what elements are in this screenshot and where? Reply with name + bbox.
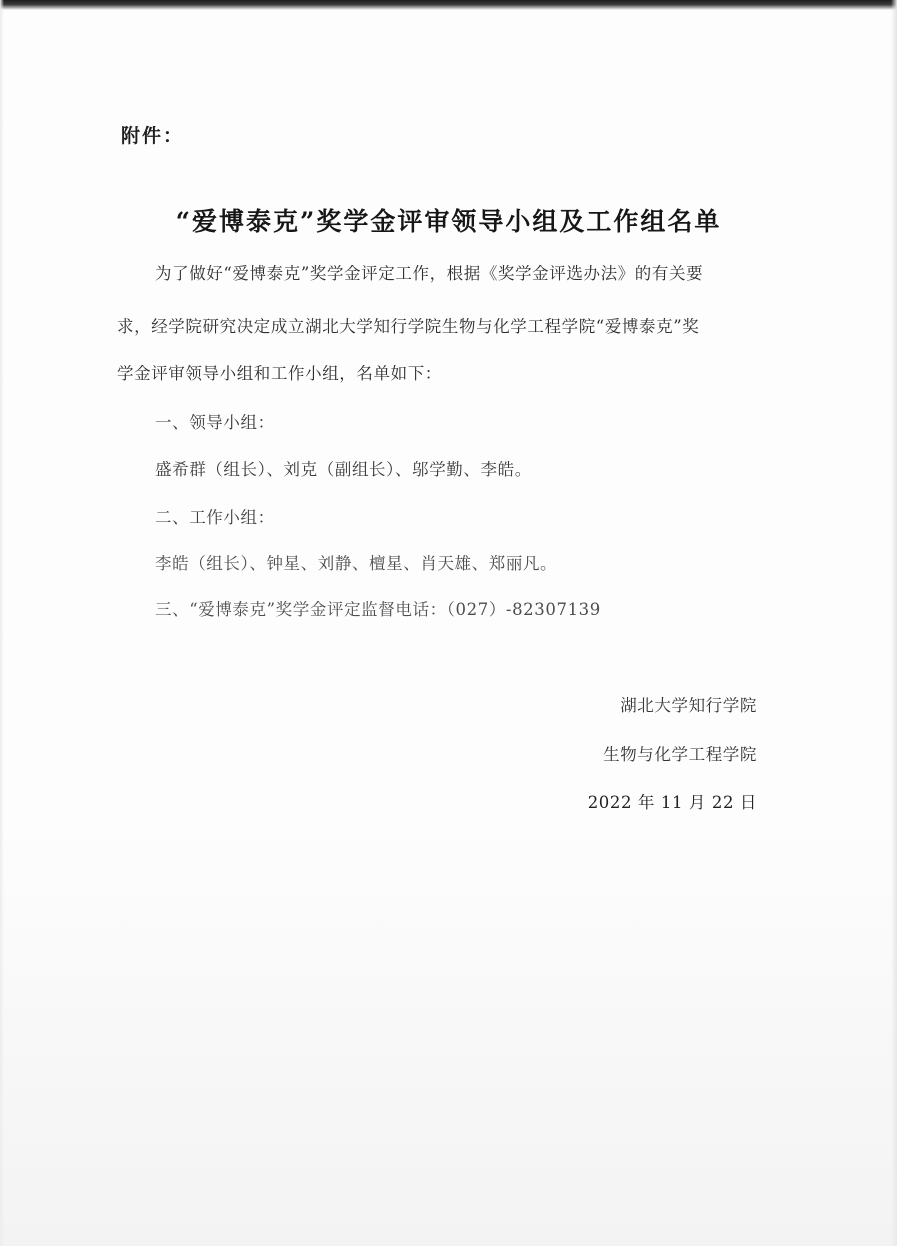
- intro-line-2: 求，经学院研究决定成立湖北大学知行学院生物与化学工程学院“爱博泰克”奖: [117, 317, 700, 336]
- signature-department: 生物与化学工程学院: [603, 745, 757, 764]
- leadership-heading: 一、领导小组：: [155, 413, 275, 432]
- supervision-phone: 三、“爱博泰克”奖学金评定监督电话：（027）-82307139: [155, 600, 601, 619]
- scan-shade: [0, 826, 897, 1246]
- signature-institution: 湖北大学知行学院: [620, 696, 757, 715]
- working-group-heading: 二、工作小组：: [155, 508, 275, 527]
- intro-line-1: 为了做好“爱博泰克”奖学金评定工作，根据《奖学金评选办法》的有关要: [155, 264, 704, 283]
- leadership-members: 盛希群（组长）、刘克（副组长）、邬学勤、李皓。: [155, 460, 532, 479]
- attachment-label: 附件：: [121, 125, 185, 147]
- working-group-members: 李皓（组长）、钟星、刘静、檀星、肖天雄、郑丽凡。: [155, 554, 558, 573]
- document-title: “爱博泰克”奖学金评审领导小组及工作组名单: [175, 207, 722, 236]
- scan-edge-top: [0, 0, 897, 10]
- signature-date: 2022 年 11 月 22 日: [587, 793, 757, 812]
- intro-line-3: 学金评审领导小组和工作小组，名单如下：: [117, 364, 442, 383]
